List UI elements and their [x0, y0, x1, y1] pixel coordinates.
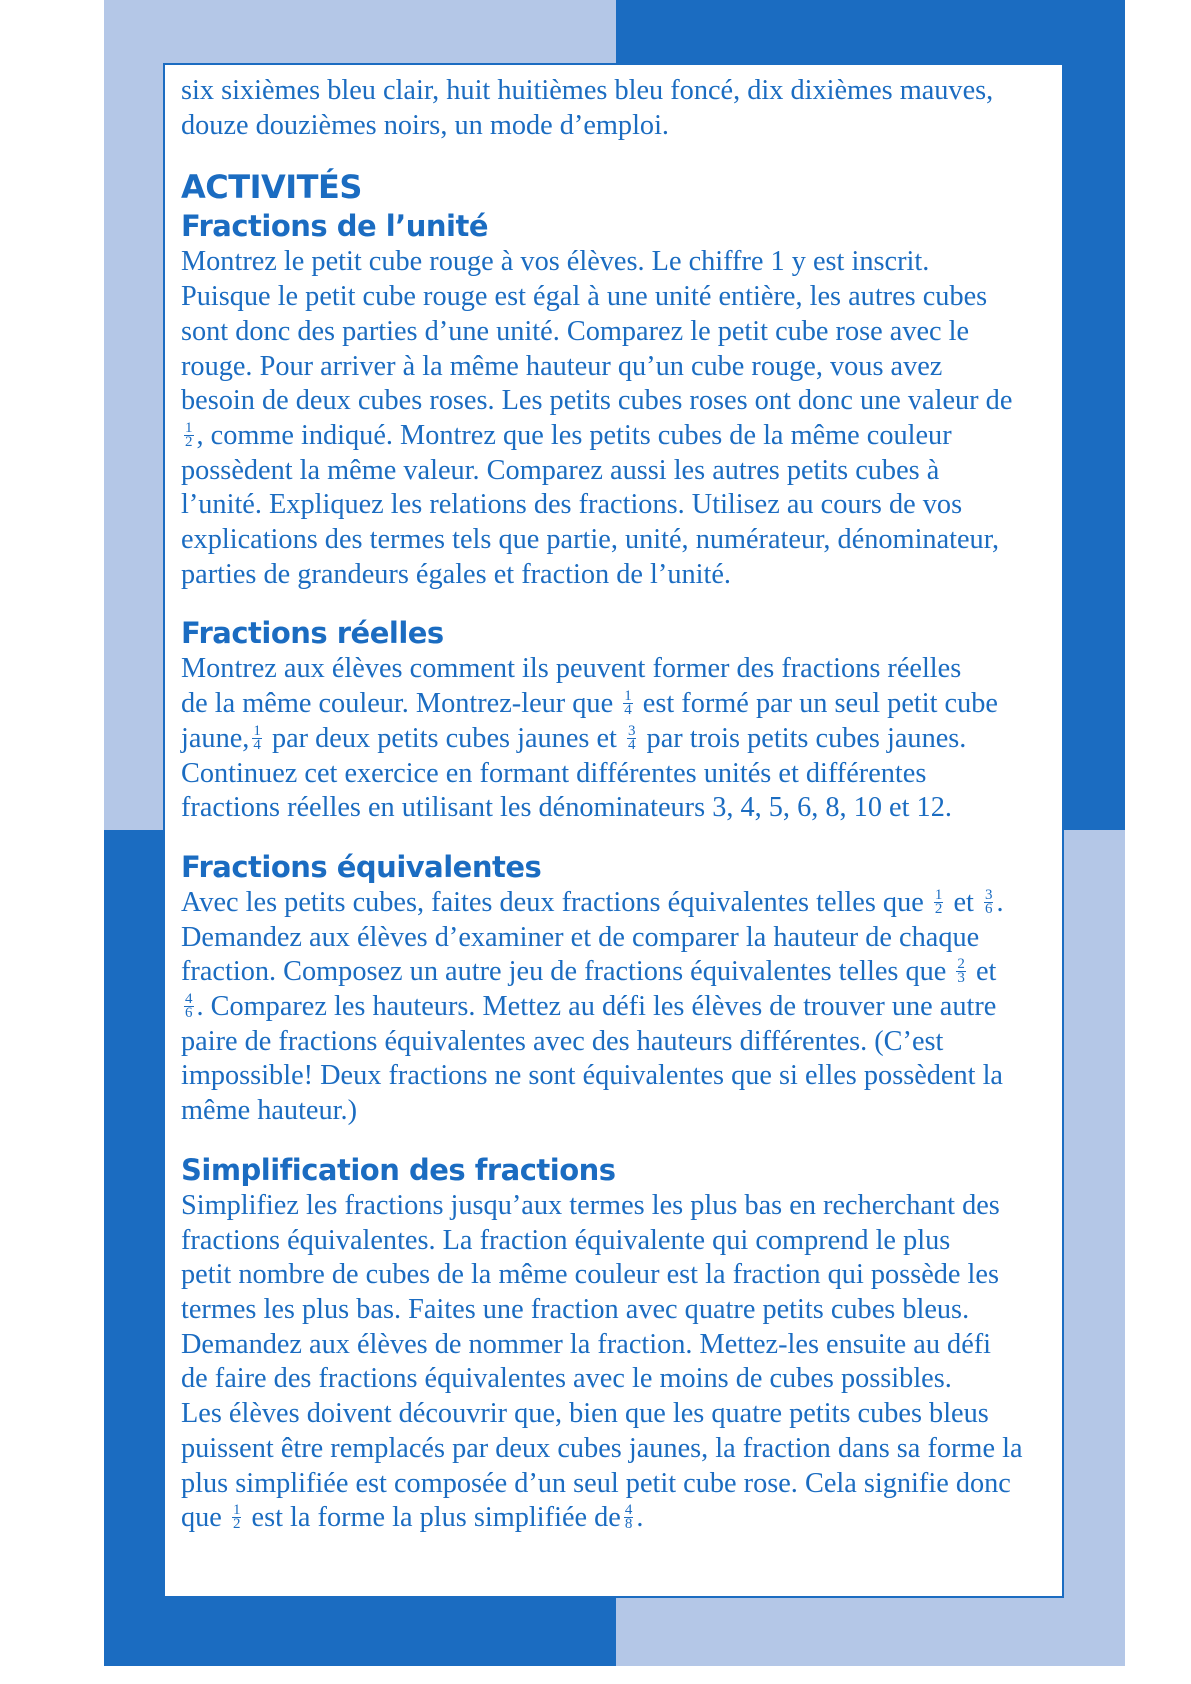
text-line: et — [975, 956, 997, 988]
text-line: de faire des fractions équivalentes avec le moins de cubes possibles. — [181, 1363, 952, 1395]
text-line: Montrez aux élèves comment ils peuvent former des fractions réelles — [181, 653, 962, 685]
fraction — [934, 886, 944, 917]
fraction-numerator: 4 — [185, 991, 193, 1008]
fraction-denominator: 2 — [232, 1516, 241, 1533]
text-line: Avec les petits cubes, faites deux fractions équivalentes telles que — [181, 886, 924, 918]
fraction — [252, 722, 262, 753]
text-line: Montrez le petit cube rouge à vos élèves. Le chiffre 1 y est inscrit. — [181, 246, 930, 278]
fraction — [623, 690, 633, 717]
text-line: impossible! Deux fractions ne sont équivalentes que si elles possèdent la — [181, 1060, 1003, 1092]
text-line: besoin de deux cubes roses. Les petits cubes roses ont donc une valeur de — [181, 385, 1013, 417]
text-line: même hauteur.) — [181, 1095, 357, 1127]
text-line: sont donc des parties d’une unité. Comparez le petit cube rose avec le — [181, 315, 970, 347]
text-line: est formé par un seul petit cube — [642, 688, 998, 720]
text-line: rouge. Pour arriver à la même hauteur qu’un cube rouge, vous avez — [181, 350, 943, 382]
text-line: . — [996, 886, 1004, 918]
text-line: Demandez aux élèves d’examiner et de comparer la hauteur de chaque — [181, 921, 980, 953]
text-line: . — [636, 1502, 644, 1534]
fraction — [624, 1504, 634, 1531]
fraction-denominator: 2 — [934, 900, 943, 917]
text-line: jaune, — [181, 722, 250, 754]
fraction-denominator: 2 — [185, 433, 193, 450]
text-line: est la forme la plus simplifiée de — [251, 1502, 621, 1534]
text-line: explications des termes tels que partie, unité, numérateur, dénominateur, — [181, 524, 1000, 556]
activities-heading: ACTIVITÉS — [181, 168, 362, 207]
text-line: , comme indiqué. Montrez que les petits cubes de la même couleur — [196, 419, 952, 451]
section-text-unite — [181, 245, 1061, 592]
fraction-numerator: 1 — [232, 1502, 241, 1519]
section-title-unite: Fractions de l’unité — [181, 209, 488, 244]
text-line: Simplifiez les fractions jusqu’aux termes les plus bas en recherchant des — [181, 1189, 1000, 1221]
fraction-numerator: 3 — [984, 886, 993, 903]
fraction-numerator: 1 — [253, 722, 261, 739]
text-line: . Comparez les hauteurs. Mettez au défi les élèves de trouver une autre — [196, 991, 997, 1023]
section-title-equivalentes: Fractions équivalentes — [181, 849, 542, 884]
fraction-numerator: 4 — [624, 1502, 633, 1519]
intro-line: six sixièmes bleu clair, huit huitièmes bleu foncé, dix dixièmes mauves, — [181, 75, 994, 106]
fraction-denominator: 8 — [624, 1516, 633, 1533]
fraction-denominator: 4 — [627, 736, 636, 753]
intro-line: douze douzièmes noirs, un mode d’emploi. — [181, 109, 670, 141]
text-line: de la même couleur. Montrez-leur que — [181, 688, 614, 720]
fraction — [984, 886, 994, 917]
fraction-denominator: 6 — [984, 900, 993, 917]
text-line: petit nombre de cubes de la même couleur est la fraction qui possède les — [181, 1259, 999, 1291]
fraction-numerator: 3 — [627, 722, 636, 739]
document-content — [181, 74, 1061, 1536]
text-line: par deux petits cubes jaunes et — [271, 722, 617, 754]
intro-paragraph — [181, 74, 1061, 143]
fraction — [184, 419, 194, 450]
section-title-reelles: Fractions réelles — [181, 616, 444, 651]
text-line: l’unité. Expliquez les relations des fractions. Utilisez au cours de vos — [181, 489, 963, 521]
fraction-denominator: 4 — [624, 702, 632, 719]
text-line: paire de fractions équivalentes avec des hauteurs différentes. (C’est — [181, 1025, 944, 1057]
text-line: plus simplifiée est composée d’un seul petit cube rose. Cela signifie donc — [181, 1467, 1011, 1499]
text-line: possèdent la même valeur. Comparez aussi les autres petits cubes à — [181, 454, 940, 486]
text-line: termes les plus bas. Faites une fraction avec quatre petits cubes bleus. — [181, 1293, 970, 1325]
text-line: Les élèves doivent découvrir que, bien que les quatre petits cubes bleus — [181, 1398, 989, 1430]
fraction-numerator: 1 — [934, 886, 943, 903]
fraction — [956, 958, 966, 985]
section-title-simplification: Simplification des fractions — [181, 1152, 616, 1187]
fraction — [232, 1504, 242, 1531]
section-text-reelles — [181, 652, 1061, 826]
fraction — [627, 722, 637, 753]
text-line: puissent être remplacés par deux cubes jaunes, la fraction dans sa forme la — [181, 1432, 1023, 1464]
text-line: Demandez aux élèves de nommer la fraction. Mettez-les ensuite au défi — [181, 1328, 992, 1360]
text-line: et — [953, 886, 974, 918]
section-text-simplification — [181, 1189, 1061, 1536]
text-line: Puisque le petit cube rouge est égal à une unité entière, les autres cubes — [181, 281, 988, 313]
fraction-numerator: 1 — [185, 419, 193, 436]
text-line: parties de grandeurs égales et fraction de l’unité. — [181, 558, 731, 590]
text-line: fractions équivalentes. La fraction équivalente qui comprend le plus — [181, 1224, 951, 1256]
text-line: fraction. Composez un autre jeu de fractions équivalentes telles que — [181, 956, 947, 988]
fraction-denominator: 6 — [185, 1005, 193, 1022]
section-text-equivalentes — [181, 886, 1061, 1129]
text-line: Continuez cet exercice en formant différentes unités et différentes — [181, 757, 927, 789]
text-line: fractions réelles en utilisant les dénominateurs 3, 4, 5, 6, 8, 10 et 12. — [181, 792, 952, 824]
fraction-denominator: 4 — [253, 736, 261, 753]
text-line: par trois petits cubes jaunes. — [646, 722, 967, 754]
fraction — [184, 993, 194, 1020]
fraction-numerator: 2 — [957, 956, 965, 973]
fraction-numerator: 1 — [624, 688, 632, 705]
text-line: que — [181, 1502, 222, 1534]
fraction-denominator: 3 — [957, 970, 965, 987]
